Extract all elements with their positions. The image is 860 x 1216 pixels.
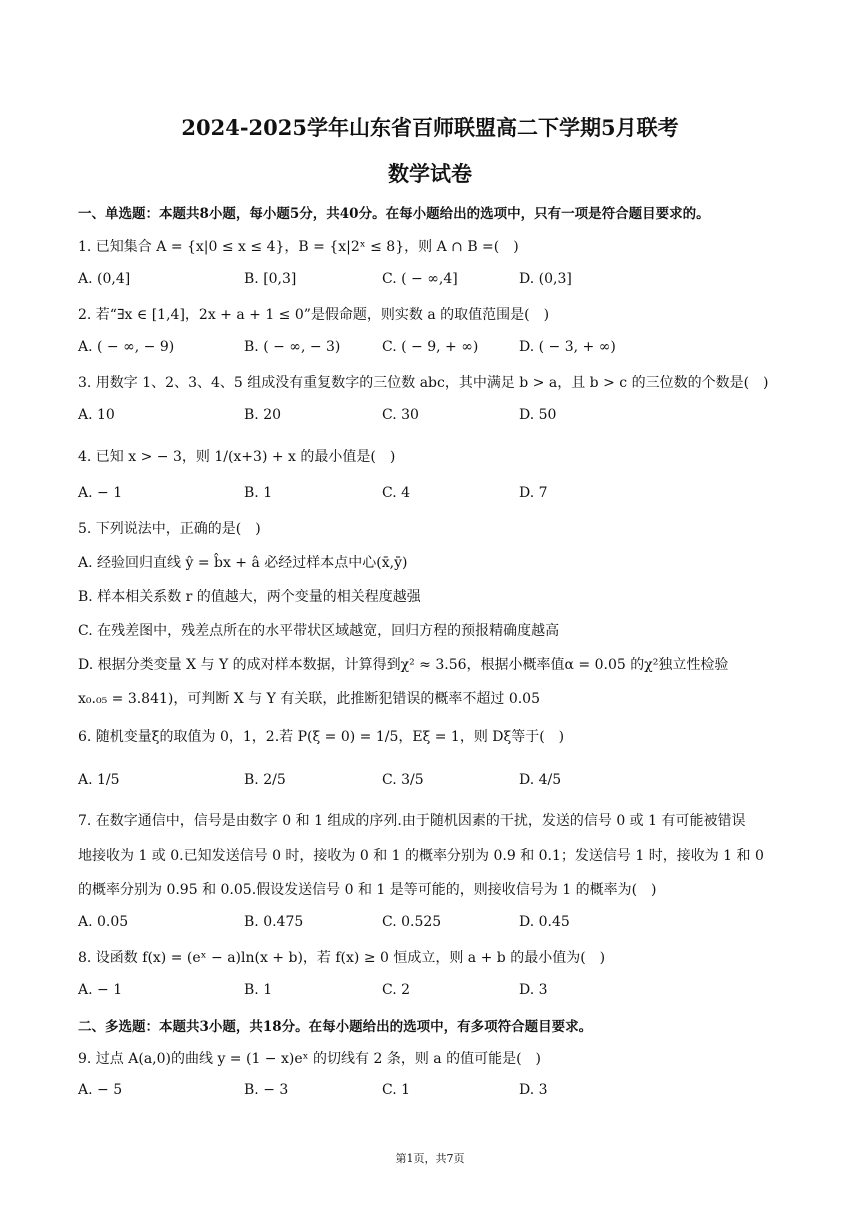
- option-d: D. (0,3]: [519, 271, 572, 287]
- option-d: D. 3: [519, 982, 548, 998]
- question-stem: 8. 设函数 f(x) = (eˣ − a)ln(x + b)，若 f(x) ≥ 0 恒成立，则 a + b 的最小值为( ): [78, 950, 606, 966]
- page-title: 2024-2025学年山东省百师联盟高二下学期5月联考: [181, 115, 679, 140]
- section-heading: 二、多选题：本题共3小题，共18分。在每小题给出的选项中，有多项符合题目要求。: [78, 1019, 593, 1035]
- option-c: C. 在残差图中，残差点所在的水平带状区域越宽，回归方程的预报精确度越高: [78, 623, 560, 639]
- option-a: A. 0.05: [78, 914, 129, 930]
- option-c: C. ( − 9, + ∞): [382, 339, 479, 355]
- option-b: B. ( − ∞, − 3): [244, 339, 341, 355]
- question-stem: 5. 下列说法中，正确的是( ): [78, 521, 261, 537]
- option-b: B. 20: [244, 407, 282, 423]
- option-a: A. 10: [78, 407, 115, 423]
- question-stem: 3. 用数字 1、2、3、4、5 组成没有重复数字的三位数 abc，其中满足 b > a，且 b > c 的三位数的个数是( ): [78, 375, 769, 391]
- question-stem-continued: 地接收为 1 或 0.已知发送信号 0 时，接收为 0 和 1 的概率分别为 0.9 和 0.1；发送信号 1 时，接收为 1 和 0: [78, 848, 764, 864]
- option-b: B. − 3: [244, 1082, 289, 1098]
- option-c: C. 4: [382, 485, 411, 501]
- option-b: B. 0.475: [244, 914, 304, 930]
- question-stem-continued: 的概率分别为 0.95 和 0.05.假设发送信号 0 和 1 是等可能的，则接收信号为 1 的概率为( ): [78, 882, 657, 898]
- option-b: B. 1: [244, 485, 273, 501]
- option-a: A. ( − ∞, − 9): [78, 339, 175, 355]
- option-c: C. 30: [382, 407, 419, 423]
- option-d: D. 50: [519, 407, 557, 423]
- question-stem: 4. 已知 x > − 3，则 1/(x+3) + x 的最小值是( ): [78, 449, 396, 465]
- option-d: D. 4/5: [519, 772, 562, 788]
- option-c: C. 0.525: [382, 914, 442, 930]
- option-d: D. 3: [519, 1082, 548, 1098]
- option-c: C. ( − ∞,4]: [382, 271, 458, 287]
- option-a: A. 经验回归直线 ŷ = b̂x + â 必经过样本点中心(x̄,ȳ): [78, 555, 408, 571]
- option-a: A. 1/5: [78, 772, 120, 788]
- question-stem: 2. 若“∃x ∈ [1,4]，2x + a + 1 ≤ 0”是假命题，则实数 a 的取值范围是( ): [78, 307, 550, 323]
- option-c: C. 3/5: [382, 772, 424, 788]
- option-c: C. 1: [382, 1082, 411, 1098]
- option-d: D. ( − 3, + ∞): [519, 339, 616, 355]
- option-a: A. − 1: [78, 485, 123, 501]
- option-b: B. [0,3]: [244, 271, 297, 287]
- option-b: B. 2/5: [244, 772, 286, 788]
- option-d: D. 0.45: [519, 914, 570, 930]
- section-heading: 一、单选题：本题共8小题，每小题5分，共40分。在每小题给出的选项中，只有一项是符合题目要求的。: [78, 206, 710, 222]
- option-a: A. − 1: [78, 982, 123, 998]
- question-stem: 7. 在数字通信中，信号是由数字 0 和 1 组成的序列.由于随机因素的干扰，发送的信号 0 或 1 有可能被错误: [78, 813, 746, 829]
- question-stem: 9. 过点 A(a,0)的曲线 y = (1 − x)eˣ 的切线有 2 条，则 a 的值可能是( ): [78, 1051, 541, 1067]
- option-b: B. 样本相关系数 r 的值越大，两个变量的相关程度越强: [78, 589, 421, 605]
- option-d: D. 根据分类变量 X 与 Y 的成对样本数据，计算得到χ² ≈ 3.56，根据小概率值α = 0.05 的χ²独立性检验: [78, 657, 729, 673]
- option-b: B. 1: [244, 982, 273, 998]
- question-stem: 1. 已知集合 A = {x|0 ≤ x ≤ 4}，B = {x|2ˣ ≤ 8}，则 A ∩ B =( ): [78, 239, 519, 255]
- question-stem: 6. 随机变量ξ的取值为 0，1，2.若 P(ξ = 0) = 1/5，Eξ = 1，则 Dξ等于( ): [78, 729, 565, 745]
- option-d-continued: x₀.₀₅ = 3.841)，可判断 X 与 Y 有关联，此推断犯错误的概率不超过 0.05: [78, 691, 540, 707]
- option-d: D. 7: [519, 485, 548, 501]
- option-a: A. (0,4]: [78, 271, 131, 287]
- page-subtitle: 数学试卷: [388, 161, 472, 186]
- option-a: A. − 5: [78, 1082, 123, 1098]
- option-c: C. 2: [382, 982, 411, 998]
- page-number: 第1页，共7页: [395, 1152, 465, 1165]
